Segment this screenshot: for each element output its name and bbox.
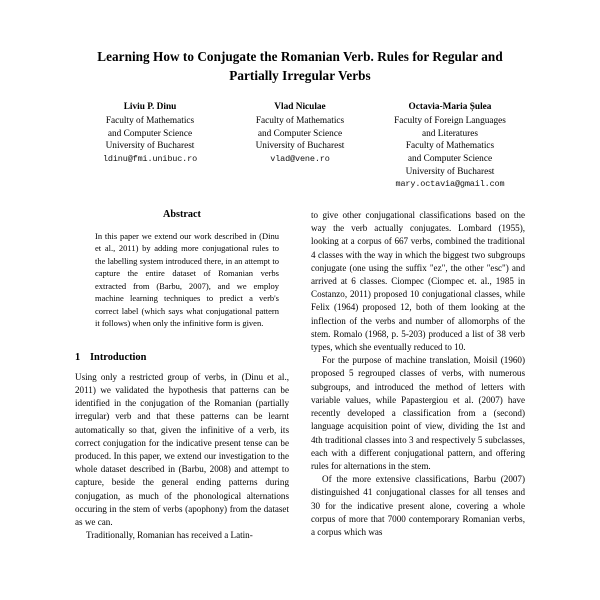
section-title: Introduction (90, 351, 147, 363)
author-affiliation-line: Faculty of Mathematics (255, 116, 345, 127)
author-name: Vlad Niculae (274, 102, 326, 113)
column-right (311, 209, 525, 543)
abstract-text: In this paper we extend our work described in (Dinu et al., 2011) by adding more conjugational rules to the labelling system introduced there, in an attempt to capture the entire dataset of Romanian verbs extracted from (Barbu, 2007), and we employ machine learning techniques to predict a verb's correct label (which says what conjugational pattern it follows) when only the infinitive form is given. (95, 230, 279, 329)
author-affiliation-line: and Literatures (421, 128, 478, 139)
author-entry (75, 101, 225, 165)
author-email[interactable]: ldinu@fmi.unibuc.ro (102, 154, 198, 165)
paragraph: Using only a restricted group of verbs, in (Dinu et al., 2011) we validated the hypothesis that patterns can be identified in the conjugation of the Romanian (partially irregular) verb and that these patterns can be learnt automatically so that, given the infinitive of a verb, its correct conjugation for the indicative present tense can be produced. In this paper, we extend our investigation to the whole dataset described in (Barbu, 2008) and attempt to capture, beside the general ending patterns during conjugation, as much of the phonological alternations occuring in the stem of verbs (apophony) from the dataset as we can. (75, 371, 289, 528)
paragraph: Traditionally, Romanian has received a Latin- (86, 530, 253, 541)
author-affiliation-line: Faculty of Mathematics (405, 141, 495, 152)
author-affiliation-line: University of Bucharest (105, 141, 195, 152)
author-email[interactable]: mary.octavia@gmail.com (395, 179, 505, 190)
author-block (75, 101, 525, 190)
abstract-heading: Abstract (163, 208, 201, 220)
body-columns (75, 209, 525, 543)
author-affiliation-line: University of Bucharest (405, 166, 495, 177)
author-name: Liviu P. Dinu (123, 102, 177, 113)
section-number: 1 (75, 351, 81, 363)
author-affiliation-line: and Computer Science (407, 154, 493, 165)
paragraph: Of the more extensive classifications, Barbu (2007) distinguished 41 conjugational classes for all tenses and 30 for the indicative present alone, covering a whole corpus of more that 7000 contemporary Romanian verbs, a corpus which was (311, 474, 525, 538)
paragraph: to give other conjugational classifications based on the way the verb actually conjugates. Lombard (1955), looking at a corpus of 667 verbs, combined the traditional 4 classes with the way in which the biggest two subgroups conjugate (one using the suffix "ez", the other "esc") and arrived at 6 classes. Ciompec (Ciompec et. al., 1985 in Costanzo, 2011) proposed 10 conjugational classes, while Felix (1964) proposed 12, both of them looking at the inflection of the verbs and number of allomorphs of the stem. Romalo (1968, p. 5-203) produced a list of 38 verb types, which she eventually reduced to 10. (311, 209, 525, 353)
author-entry (375, 101, 525, 190)
paragraph: For the purpose of machine translation, Moisil (1960) proposed 5 regrouped classes of verbs, with numerous subgroups, and introduced the method of letters with variable values, while Papastergiou et al. (2007) have recently developed a classification from a (second) language acquisition point of view, dividing the 1st and 4th traditional classes into 3 and respectively 5 subclasses, each with a different conjugational pattern, and offering rules for alternations in the stem. (311, 355, 525, 472)
author-affiliation-line: and Computer Science (257, 128, 343, 139)
author-affiliation-line: Faculty of Mathematics (105, 116, 195, 127)
author-email[interactable]: vlad@vene.ro (270, 154, 330, 165)
author-name: Octavia-Maria Șulea (408, 102, 492, 113)
author-entry (225, 101, 375, 165)
page-title: Learning How to Conjugate the Romanian Verb. Rules for Regular and Partially Irregular Verbs (97, 49, 503, 83)
author-affiliation-line: University of Bucharest (255, 141, 345, 152)
section-heading-introduction (75, 352, 289, 363)
column-left (75, 209, 289, 543)
author-affiliation-line: Faculty of Foreign Languages (394, 116, 506, 127)
author-affiliation-line: and Computer Science (107, 128, 193, 139)
